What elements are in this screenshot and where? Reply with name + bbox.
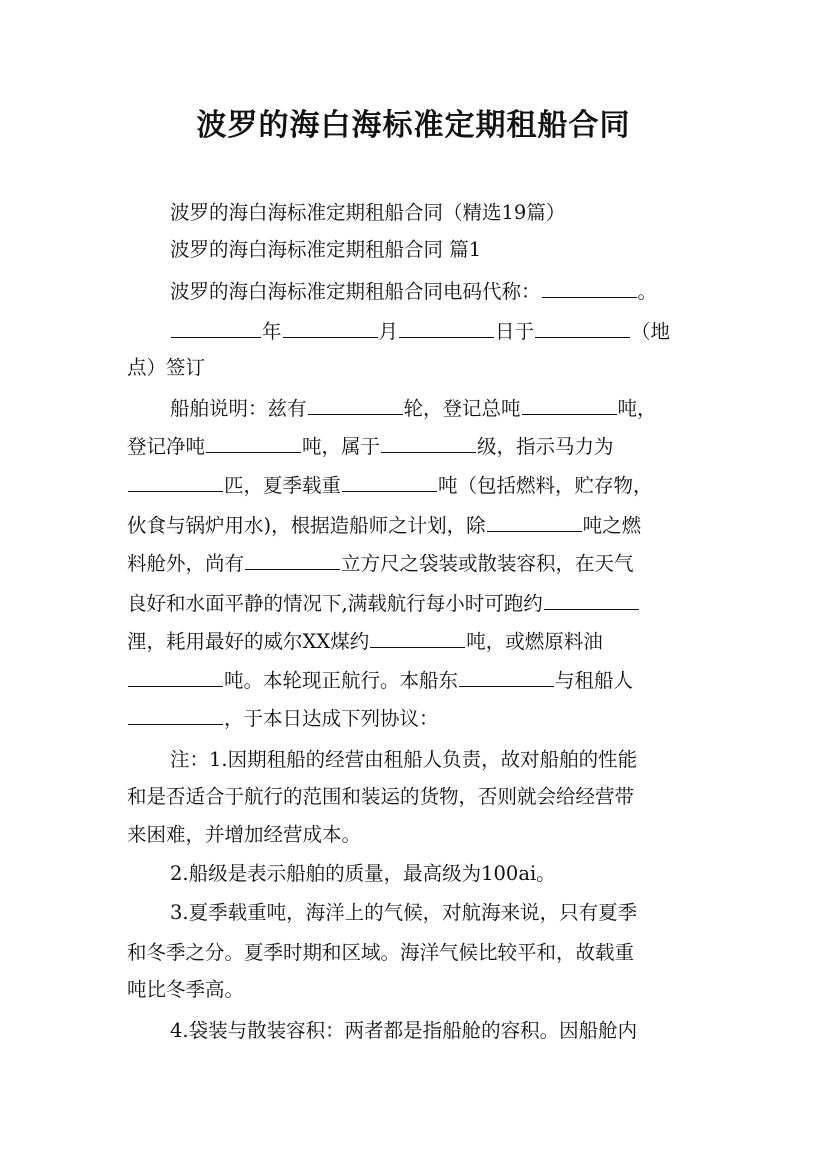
paragraph-line: 点）签订 <box>127 356 206 379</box>
line-text: 月 <box>378 320 399 343</box>
fill-blank <box>308 388 403 415</box>
line-text: 料舱外，尚有 <box>127 552 245 575</box>
line-text: 吨之燃 <box>582 514 642 537</box>
line-text: 轮，登记总吨 <box>403 397 521 420</box>
line-text: 伙食与锅炉用水)，根据造船师之计划，除 <box>127 514 486 537</box>
paragraph-line <box>127 583 707 624</box>
paragraph-line <box>127 543 707 584</box>
paragraph-line: 2.船级是表示船舶的质量，最高级为100ai。 <box>170 862 556 885</box>
paragraph-line <box>170 311 707 352</box>
paragraph-line: 注：1.因期租船的经营由租船人负责，故对船舶的性能 <box>170 748 638 771</box>
fill-blank <box>128 660 223 687</box>
paragraph-line <box>170 271 707 312</box>
paragraph-line <box>170 388 707 429</box>
fill-blank <box>535 311 630 338</box>
paragraph-line: 和冬季之分。夏季时期和区域。海洋气候比较平和，故载重 <box>127 941 635 964</box>
line-text: 良好和水面平静的情况下,满载航行每小时可跑约 <box>127 592 543 615</box>
line-text: 吨。本轮现正航行。本船东 <box>224 669 459 692</box>
page-title: 波罗的海白海标准定期租船合同 <box>196 108 631 143</box>
line-text: 登记净吨 <box>127 435 206 458</box>
fill-blank <box>128 698 223 725</box>
fill-blank <box>459 660 554 687</box>
line-text: （地 <box>631 320 671 343</box>
line-text: 级，指示马力为 <box>477 435 614 458</box>
line-text: 与租船人 <box>555 669 634 692</box>
line-text: 立方尺之袋装或散装容积，在天气 <box>341 552 634 575</box>
fill-blank <box>245 543 340 570</box>
paragraph-line <box>127 465 707 506</box>
paragraph-line <box>127 698 707 739</box>
fill-blank <box>128 465 223 492</box>
fill-blank <box>206 426 301 453</box>
line-text: 匹，夏季载重 <box>224 474 342 497</box>
line-text: 波罗的海白海标准定期租船合同电码代称： <box>170 280 541 303</box>
fill-blank <box>487 505 582 532</box>
paragraph-line <box>127 426 707 467</box>
line-text: 吨，属于 <box>302 435 381 458</box>
paragraph-line: 4.袋装与散装容积：两者都是指船舱的容积。因船舱内 <box>170 1019 638 1042</box>
paragraph-line: 波罗的海白海标准定期租船合同（精选19篇） <box>170 201 566 224</box>
fill-blank <box>370 621 465 648</box>
fill-blank <box>342 465 437 492</box>
paragraph-line: 3.夏季载重吨，海洋上的气候，对航海来说，只有夏季 <box>170 901 638 924</box>
line-text: 日于 <box>495 320 535 343</box>
line-text: ，于本日达成下列协议： <box>224 707 439 730</box>
line-text: 。 <box>637 280 658 303</box>
line-text: 船舶说明：兹有 <box>170 397 307 420</box>
line-text: 年 <box>262 320 282 343</box>
paragraph-line: 来困难，并增加经营成本。 <box>127 823 362 846</box>
paragraph-line <box>127 505 707 546</box>
fill-blank <box>381 426 476 453</box>
fill-blank <box>399 311 494 338</box>
fill-blank <box>544 583 639 610</box>
line-text: 吨， <box>617 397 657 420</box>
line-text: 吨（包括燃料，贮存物， <box>438 474 653 497</box>
fill-blank <box>171 311 261 338</box>
fill-blank <box>522 388 617 415</box>
fill-blank <box>283 311 378 338</box>
paragraph-line <box>127 621 707 662</box>
fill-blank <box>542 271 637 298</box>
paragraph-line: 和是否适合于航行的范围和装运的货物，否则就会给经营带 <box>127 785 635 808</box>
paragraph-line: 吨比冬季高。 <box>127 978 245 1001</box>
paragraph-line <box>127 660 707 701</box>
line-text: 吨，或燃原料油 <box>466 630 603 653</box>
paragraph-line: 波罗的海白海标准定期租船合同 篇1 <box>170 238 482 261</box>
line-text: 浬，耗用最好的威尔XX煤约 <box>127 630 370 653</box>
